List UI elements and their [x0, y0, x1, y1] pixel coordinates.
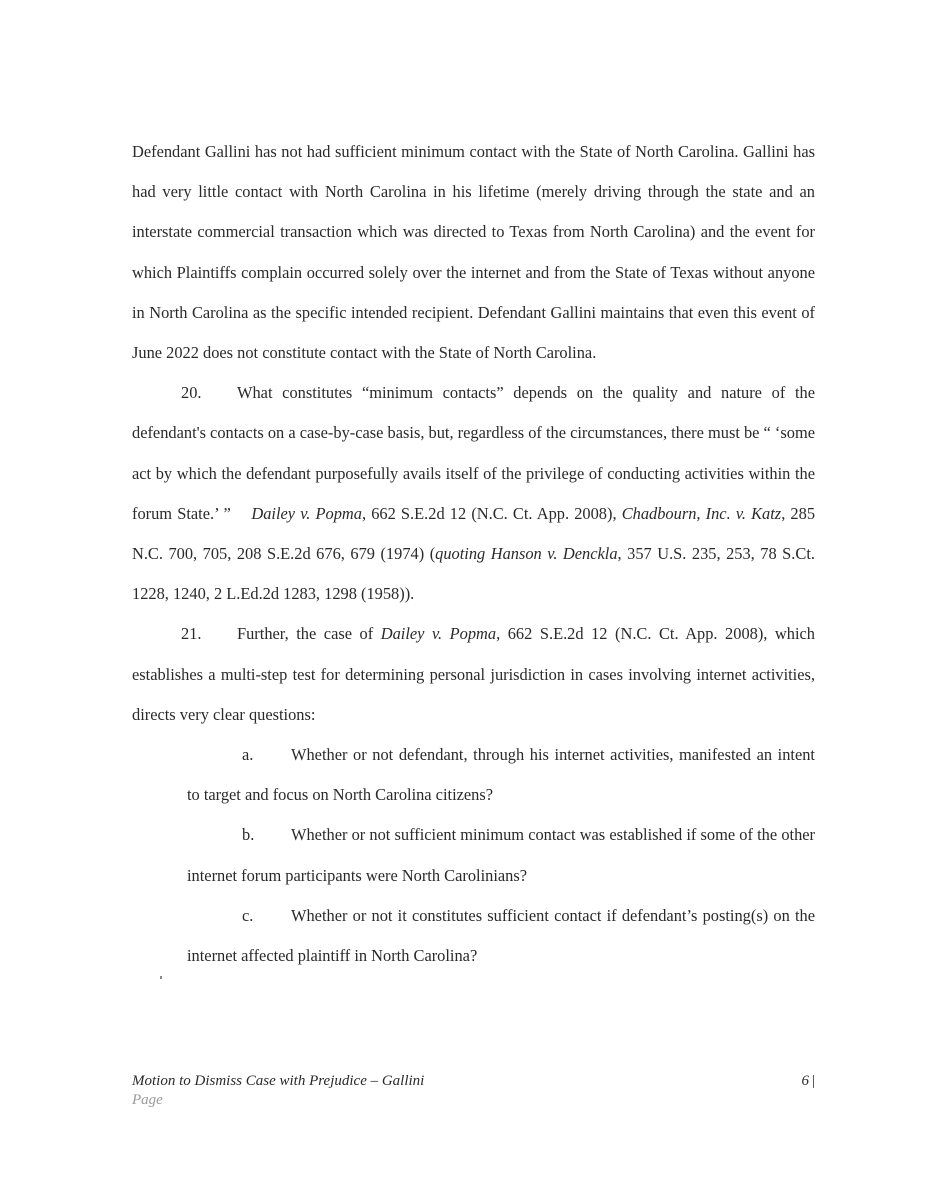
paragraph-19-continuation: Defendant Gallini has not had sufficient minimum contact with the State of North Carolina. Gallini has had very little contact with North Carolina in his lifetime (merely driving through the state and an interstate commercial transaction which was directed to Texas from North Carolina) and the event for which Plaintiffs complain occurred solely over the internet and from the State of Texas without anyone in North Carolina as the specific intended recipient. Defendant Gallini maintains that even this event of June 2022 does not constitute contact with the State of North Carolina.	[132, 142, 815, 363]
sub-item-b	[187, 815, 815, 895]
citation-detail: , 662 S.E.2d 12 (N.C. Ct. App. 2008),	[361, 503, 617, 523]
sub-item-text: Whether or not it constitutes sufficient contact if defendant’s posting(s) on the internet affected plaintiff in North Carolina?	[187, 905, 815, 966]
sub-item-a	[187, 735, 815, 815]
sub-item-letter: a.	[242, 745, 254, 765]
citation-detail: , 357 U.S. 235, 253, 78 S.Ct. 1228, 1240, 2 L.Ed.2d 1283, 1298 (1958)).	[132, 544, 815, 604]
sub-item-c	[187, 896, 815, 976]
case-citation: Dailey v. Popma	[251, 503, 362, 523]
page-footer	[132, 1072, 815, 1110]
paragraph-text: , 662 S.E.2d 12 (N.C. Ct. App. 2008), which establishes a multi-step test for determining personal jurisdiction in cases involving internet activities, directs very clear questions:	[132, 624, 815, 724]
paragraph-number: 21.	[181, 624, 202, 644]
document-body	[132, 132, 815, 976]
case-citation: quoting Hanson v. Denckla	[435, 544, 618, 564]
citation-paren: (	[429, 544, 436, 564]
paragraph-number: 20.	[181, 383, 202, 403]
citation-detail: , 285 N.C. 700, 705, 208 S.E.2d 676, 679 (1974)	[132, 503, 816, 564]
paragraph-text: What constitutes “minimum contacts” depends on the quality and nature of the defendant's contacts on a case-by-case basis, but, regardless of the circumstances, there must be “ ‘some act by which the defendant purposefully avails itself of the privilege of conducting activities within the forum State.’ ”	[132, 383, 815, 523]
footer-page-label: Page	[132, 1092, 163, 1108]
footer-title: Motion to Dismiss Case with Prejudice – Gallini	[132, 1073, 425, 1089]
scan-artifact	[160, 976, 162, 979]
case-citation: Chadbourn, Inc. v. Katz	[621, 503, 782, 523]
page-number-value: 6	[801, 1073, 809, 1089]
sub-item-text: Whether or not sufficient minimum contact was established if some of the other internet forum participants were North Carolinians?	[187, 825, 815, 885]
paragraph-21	[132, 614, 815, 735]
case-citation: Dailey v. Popma	[380, 624, 497, 644]
paragraph-text: Further, the case of	[237, 624, 374, 644]
sub-item-letter: b.	[242, 825, 255, 845]
page-number-separator: |	[811, 1073, 815, 1089]
page-number	[801, 1072, 815, 1091]
paragraph-20	[132, 373, 815, 614]
sub-item-text: Whether or not defendant, through his internet activities, manifested an intent to target and focus on North Carolina citizens?	[187, 745, 815, 805]
sub-item-letter: c.	[242, 905, 254, 925]
